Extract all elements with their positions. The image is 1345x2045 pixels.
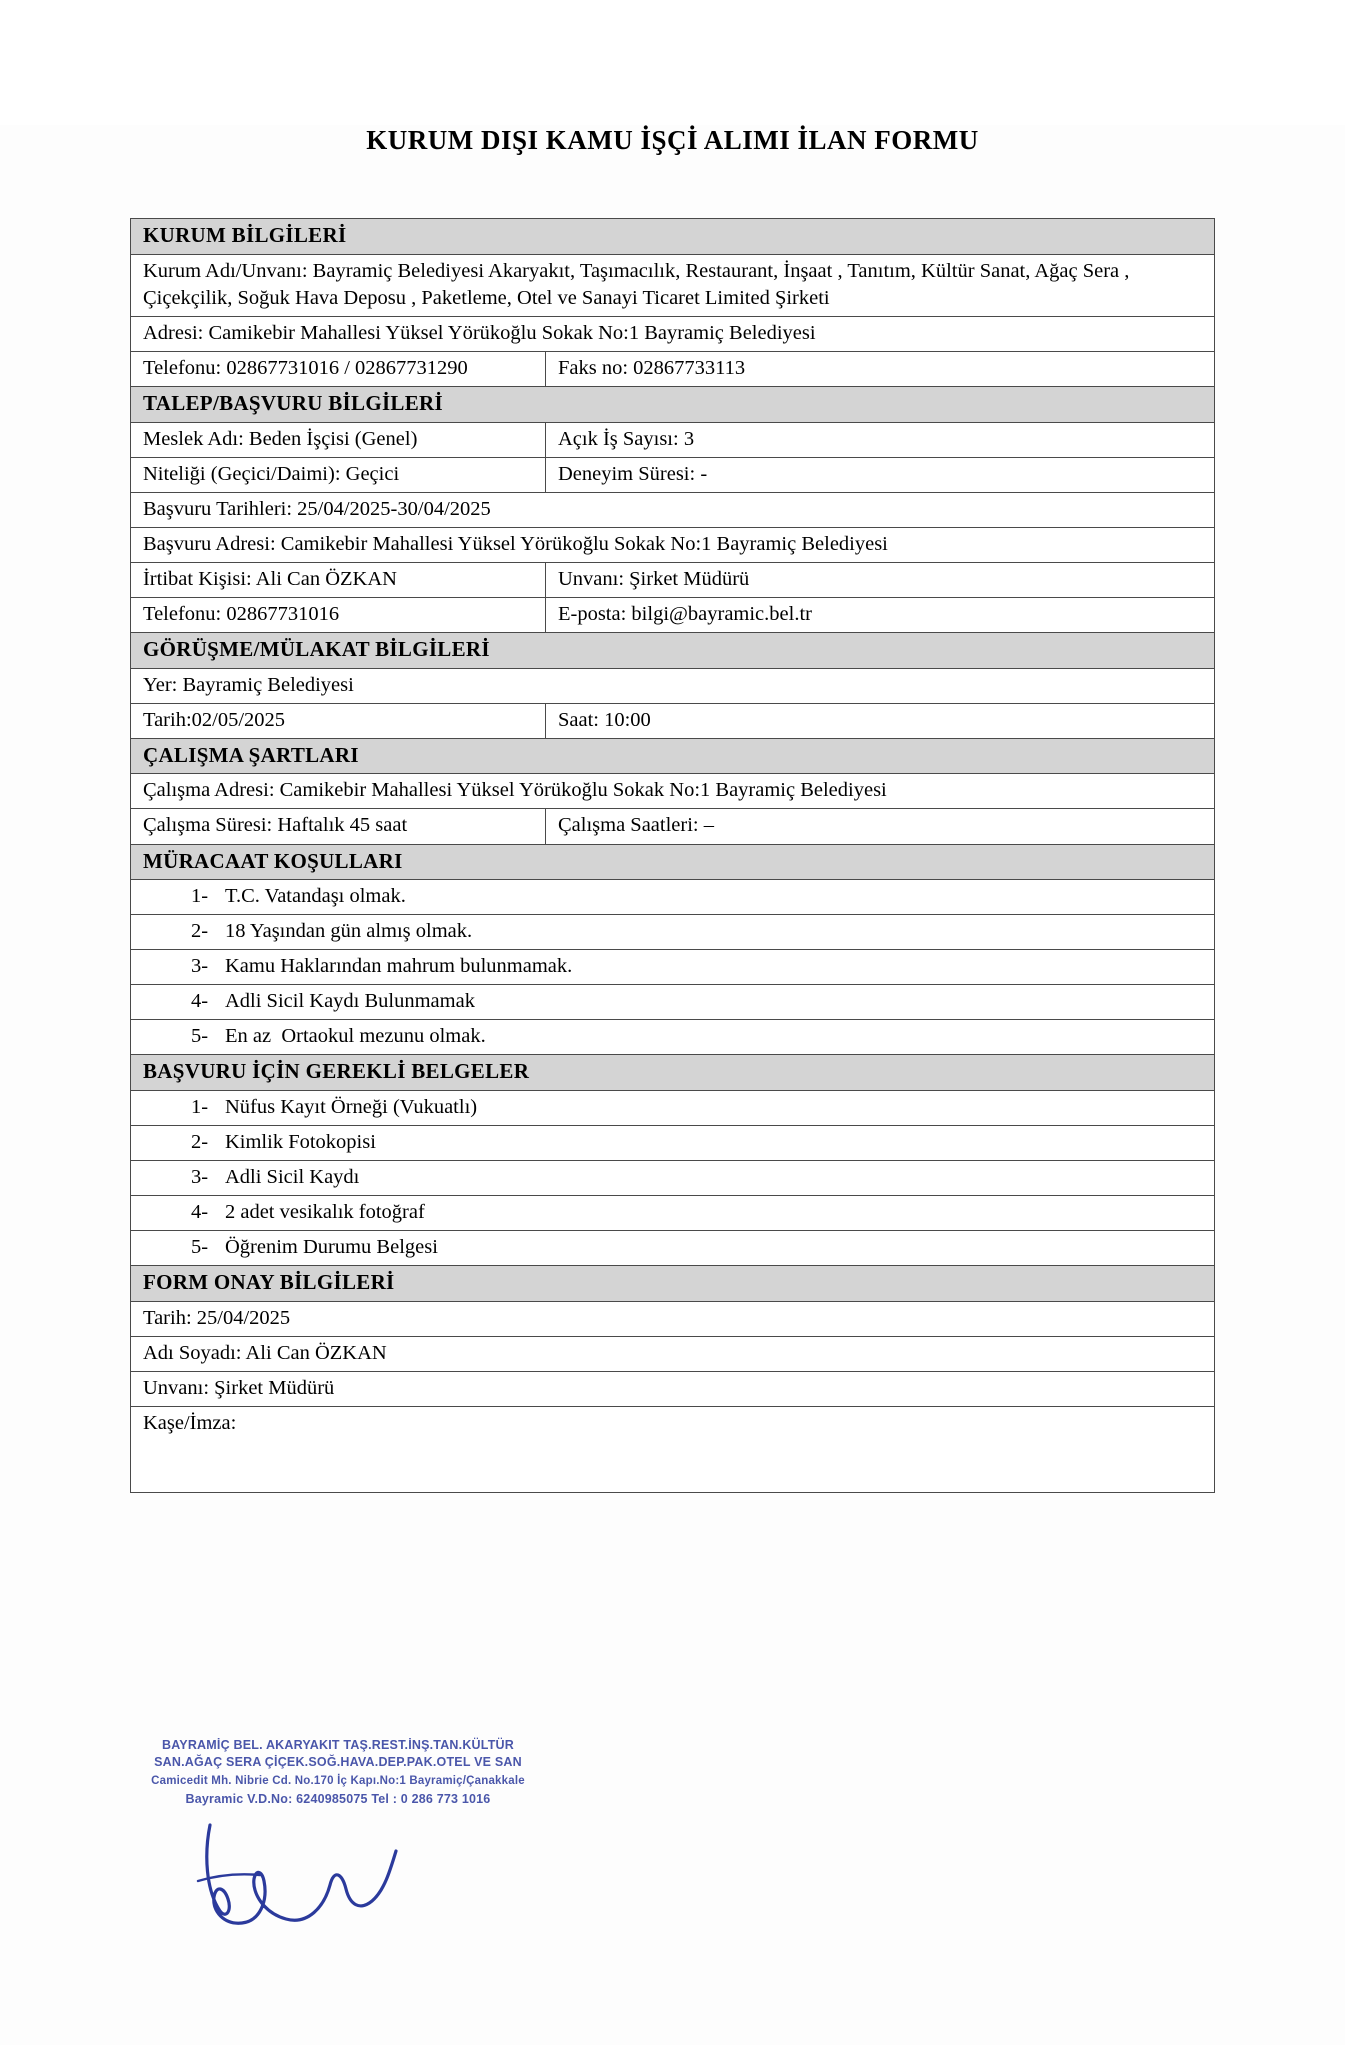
table-row xyxy=(130,703,1214,738)
list-number: 5- xyxy=(190,1025,209,1048)
list-item-muracaat-1 xyxy=(130,880,1214,915)
list-text: En az Ortaokul mezunu olmak. xyxy=(224,1025,486,1048)
list-item-belge-2 xyxy=(130,1126,1214,1161)
table-row xyxy=(130,668,1214,703)
list-number: 1- xyxy=(190,1096,209,1119)
field-basvuru-tarihleri: Başvuru Tarihleri: 25/04/2025-30/04/2025 xyxy=(130,492,1214,527)
field-gorusme-yer: Yer: Bayramiç Belediyesi xyxy=(130,668,1214,703)
field-meslek-adi: Meslek Adı: Beden İşçisi (Genel) xyxy=(130,422,545,457)
table-row xyxy=(130,774,1214,809)
table-row xyxy=(130,1055,1214,1091)
list-text: Öğrenim Durumu Belgesi xyxy=(224,1236,438,1259)
table-row xyxy=(130,351,1214,386)
list-number: 4- xyxy=(190,1201,209,1224)
field-gorusme-tarih: Tarih:02/05/2025 xyxy=(130,703,545,738)
list-number: 3- xyxy=(190,1166,209,1189)
table-row xyxy=(130,1302,1214,1337)
stamp-line-2: SAN.AĞAÇ SERA ÇİÇEK.SOĞ.HAVA.DEP.PAK.OTEL VE SAN xyxy=(154,1755,522,1769)
list-text: Kimlik Fotokopisi xyxy=(224,1131,376,1154)
list-number: 2- xyxy=(190,1131,209,1154)
list-text: Adli Sicil Kaydı Bulunmamak xyxy=(224,990,475,1013)
table-row xyxy=(130,562,1214,597)
page-title: KURUM DIŞI KAMU İŞÇİ ALIMI İLAN FORMU xyxy=(366,125,979,155)
table-row xyxy=(130,1231,1214,1266)
list-text: 2 adet vesikalık fotoğraf xyxy=(224,1201,425,1224)
table-row xyxy=(130,950,1214,985)
field-deneyim-suresi: Deneyim Süresi: - xyxy=(545,457,1214,492)
table-row xyxy=(130,809,1214,844)
field-kurum-faks: Faks no: 02867733113 xyxy=(545,351,1214,386)
list-item-belge-5 xyxy=(130,1231,1214,1266)
table-row xyxy=(130,316,1214,351)
table-row xyxy=(130,492,1214,527)
section-header-calisma-sartlari: ÇALIŞMA ŞARTLARI xyxy=(130,738,1214,774)
table-row xyxy=(130,632,1214,668)
list-text: T.C. Vatandaşı olmak. xyxy=(224,885,406,908)
field-kurum-telefon: Telefonu: 02867731016 / 02867731290 xyxy=(130,351,545,386)
list-number: 5- xyxy=(190,1236,209,1259)
table-row xyxy=(130,1161,1214,1196)
field-calisma-saatleri: Çalışma Saatleri: – xyxy=(545,809,1214,844)
field-irtibat-eposta: E-posta: bilgi@bayramic.bel.tr xyxy=(545,597,1214,632)
field-calisma-suresi: Çalışma Süresi: Haftalık 45 saat xyxy=(130,809,545,844)
list-item-belge-3 xyxy=(130,1161,1214,1196)
table-row xyxy=(130,1196,1214,1231)
table-row xyxy=(130,386,1214,422)
section-header-form-onay: FORM ONAY BİLGİLERİ xyxy=(130,1266,1214,1302)
field-irtibat-kisisi: İrtibat Kişisi: Ali Can ÖZKAN xyxy=(130,562,545,597)
field-onay-tarih: Tarih: 25/04/2025 xyxy=(130,1302,1214,1337)
section-header-muracaat-kosullari: MÜRACAAT KOŞULLARI xyxy=(130,844,1214,880)
field-niteligi: Niteliği (Geçici/Daimi): Geçici xyxy=(130,457,545,492)
field-irtibat-unvani: Unvanı: Şirket Müdürü xyxy=(545,562,1214,597)
stamp-line-4: Bayramic V.D.No: 6240985075 Tel : 0 286 773 1016 xyxy=(185,1792,491,1806)
table-row xyxy=(130,1372,1214,1407)
table-row xyxy=(130,527,1214,562)
list-text: Nüfus Kayıt Örneği (Vukuatlı) xyxy=(224,1096,478,1119)
field-onay-unvani: Unvanı: Şirket Müdürü xyxy=(130,1372,1214,1407)
table-row xyxy=(130,219,1214,255)
field-kurum-ad-unvan: Kurum Adı/Unvanı: Bayramiç Belediyesi Akaryakıt, Taşımacılık, Restaurant, İnşaat , Tanıtım, Kültür Sanat, Ağaç Sera , Çiçekçilik, Soğuk Hava Deposu , Paketleme, Otel ve Sanayi Ticaret Limited Şirketi xyxy=(130,254,1214,316)
list-text: Adli Sicil Kaydı xyxy=(224,1166,360,1189)
table-row xyxy=(130,422,1214,457)
list-number: 4- xyxy=(190,990,209,1013)
section-header-gerekli-belgeler: BAŞVURU İÇİN GEREKLİ BELGELER xyxy=(130,1055,1214,1091)
table-row xyxy=(130,254,1214,316)
list-number: 3- xyxy=(190,955,209,978)
stamp-line-1: BAYRAMİÇ BEL. AKARYAKIT TAŞ.REST.İNŞ.TAN.KÜLTÜR xyxy=(161,1738,514,1752)
list-item-muracaat-2 xyxy=(130,915,1214,950)
table-row xyxy=(130,1091,1214,1126)
table-row xyxy=(130,597,1214,632)
section-header-kurum-bilgileri: KURUM BİLGİLERİ xyxy=(130,219,1214,255)
table-row xyxy=(130,1266,1214,1302)
table-row xyxy=(130,457,1214,492)
job-posting-form-table xyxy=(130,218,1215,1493)
table-row xyxy=(130,738,1214,774)
signature-mark xyxy=(190,1815,460,1955)
list-text: 18 Yaşından gün almış olmak. xyxy=(224,920,473,943)
table-row xyxy=(130,1337,1214,1372)
list-item-muracaat-5 xyxy=(130,1020,1214,1055)
list-item-muracaat-3 xyxy=(130,950,1214,985)
table-row xyxy=(130,985,1214,1020)
list-number: 2- xyxy=(190,920,209,943)
table-row xyxy=(130,844,1214,880)
table-row xyxy=(130,1126,1214,1161)
company-stamp xyxy=(128,1738,548,1806)
table-row xyxy=(130,880,1214,915)
document-page xyxy=(0,125,1345,2045)
field-acik-is-sayisi: Açık İş Sayısı: 3 xyxy=(545,422,1214,457)
stamp-line-3: Camicedit Mh. Nibrie Cd. No.170 İç Kapı.No:1 Bayramiç/Çanakkale xyxy=(151,1775,525,1787)
field-basvuru-adresi: Başvuru Adresi: Camikebir Mahallesi Yüksel Yörükoğlu Sokak No:1 Bayramiç Belediyesi xyxy=(130,527,1214,562)
field-irtibat-telefon: Telefonu: 02867731016 xyxy=(130,597,545,632)
field-gorusme-saat: Saat: 10:00 xyxy=(545,703,1214,738)
section-header-talep-basvuru: TALEP/BAŞVURU BİLGİLERİ xyxy=(130,386,1214,422)
list-text: Kamu Haklarından mahrum bulunmamak. xyxy=(224,955,573,978)
section-header-gorusme: GÖRÜŞME/MÜLAKAT BİLGİLERİ xyxy=(130,632,1214,668)
field-kurum-adres: Adresi: Camikebir Mahallesi Yüksel Yörükoğlu Sokak No:1 Bayramiç Belediyesi xyxy=(130,316,1214,351)
field-kase-imza: Kaşe/İmza: xyxy=(130,1407,1214,1493)
field-onay-adi-soyadi: Adı Soyadı: Ali Can ÖZKAN xyxy=(130,1337,1214,1372)
field-calisma-adresi: Çalışma Adresi: Camikebir Mahallesi Yüksel Yörükoğlu Sokak No:1 Bayramiç Belediyesi xyxy=(130,774,1214,809)
table-row xyxy=(130,915,1214,950)
list-item-muracaat-4 xyxy=(130,985,1214,1020)
table-row xyxy=(130,1020,1214,1055)
list-number: 1- xyxy=(190,885,209,908)
list-item-belge-4 xyxy=(130,1196,1214,1231)
list-item-belge-1 xyxy=(130,1091,1214,1126)
table-row xyxy=(130,1407,1214,1493)
